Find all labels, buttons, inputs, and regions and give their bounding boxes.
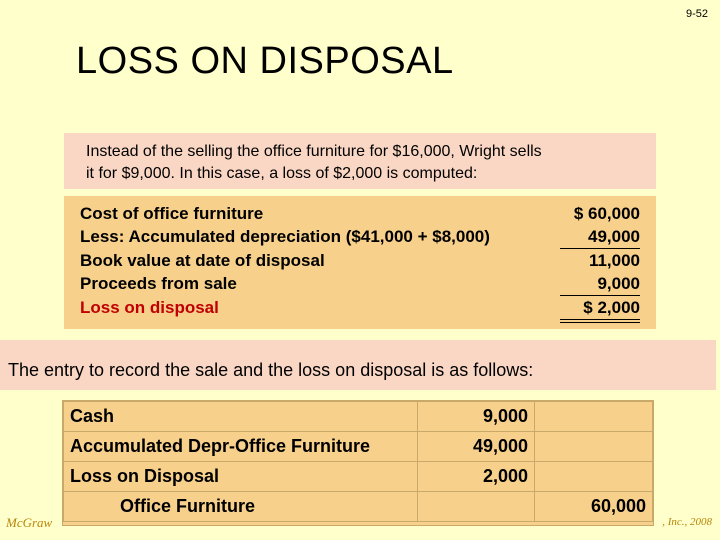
- calc-label: Cost of office furniture: [80, 204, 264, 223]
- intro-box: [64, 133, 656, 189]
- calc-amount: 9,000: [560, 272, 640, 296]
- calc-row-book-value: [80, 249, 640, 272]
- calc-row-cost: [80, 202, 640, 225]
- table-row: [64, 402, 653, 432]
- debit-cell: 9,000: [418, 402, 535, 432]
- account-cell: Office Furniture: [64, 492, 418, 522]
- loss-calculation-box: [64, 196, 656, 329]
- entry-note: The entry to record the sale and the loss on disposal is as follows:: [0, 340, 716, 390]
- calc-row-accumulated-depreciation: [80, 225, 640, 248]
- credit-cell: 60,000: [535, 492, 653, 522]
- footer-copyright: , Inc., 2008: [662, 516, 712, 528]
- intro-line-2: it for $9,000. In this case, a loss of $2,000 is computed:: [86, 165, 478, 182]
- debit-cell: 2,000: [418, 462, 535, 492]
- journal-entry-table: [62, 400, 654, 526]
- calc-amount: $ 60,000: [573, 204, 640, 223]
- calc-row-loss: [80, 296, 640, 319]
- calc-label: Less: Accumulated depreciation ($41,000 + $8,000): [80, 227, 490, 246]
- table-row: [64, 432, 653, 462]
- calc-amount-loss: $ 2,000: [560, 296, 640, 323]
- credit-cell: [535, 402, 653, 432]
- calc-amount: 11,000: [588, 251, 640, 270]
- intro-line-1: Instead of the selling the office furniture for $16,000, Wright sells: [86, 143, 542, 160]
- calc-label: Proceeds from sale: [80, 274, 237, 293]
- table-row: [64, 462, 653, 492]
- debit-cell: [418, 492, 535, 522]
- calc-amount: 49,000: [560, 225, 640, 249]
- account-cell: Cash: [64, 402, 418, 432]
- footer-publisher: McGraw: [6, 515, 53, 530]
- slide-number: 9-52: [685, 8, 708, 20]
- account-cell: Accumulated Depr-Office Furniture: [64, 432, 418, 462]
- calc-label-loss: Loss on disposal: [80, 298, 219, 317]
- table-row: [64, 492, 653, 522]
- calc-row-proceeds: [80, 272, 640, 295]
- credit-cell: [535, 432, 653, 462]
- credit-cell: [535, 462, 653, 492]
- account-cell: Loss on Disposal: [64, 462, 418, 492]
- calc-label: Book value at date of disposal: [80, 251, 325, 270]
- debit-cell: 49,000: [418, 432, 535, 462]
- page-title: LOSS ON DISPOSAL: [76, 40, 454, 82]
